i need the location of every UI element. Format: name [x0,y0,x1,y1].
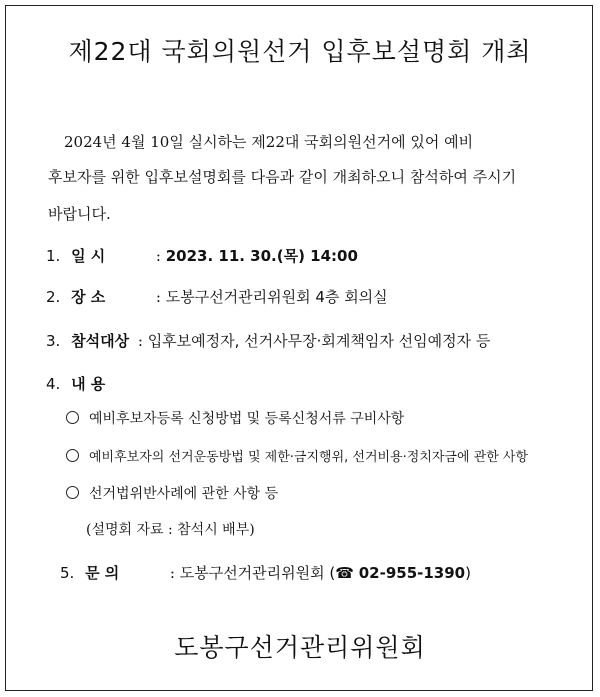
item-number: 3. [46,332,61,350]
item-label: 내 용 [71,375,106,393]
intro-line-1: 2024년 4월 10일 실시하는 제22대 국회의원선거에 있어 예비 [64,133,474,151]
item-number: 1. [46,247,61,265]
item-separator: : [169,564,175,582]
item-number: 4. [46,375,61,393]
item-date [46,245,358,266]
item-value: 입후보예정자, 선거사무장·회계책임자 선임예정자 등 [147,332,491,350]
item-label: 참석대상 [71,332,130,350]
item-content [46,373,105,394]
item-place [46,286,388,307]
item-value: 2023. 11. 30.(목) 14:00 [165,247,358,265]
item-label: 장 소 [71,288,106,306]
circle-bullet-icon [66,411,79,424]
circle-bullet-icon [66,449,79,462]
issuer-name: 도봉구선거관리위원회 [174,633,426,662]
circle-bullet-icon [66,486,79,499]
item-separator: : [155,247,161,265]
item-separator: : [137,332,143,350]
item-label: 일 시 [71,247,106,265]
intro-line-2: 후보자를 위한 입후보설명회를 다음과 같이 개최하오니 참석하여 주시기 [48,168,517,186]
item-separator: : [155,288,161,306]
item-number: 2. [46,288,61,306]
item-number: 5. [60,564,75,582]
phone-icon: ☎ [335,564,354,582]
document-title: 제22대 국회의원선거 입후보설명회 개최 [68,37,532,66]
content-bullet: 예비후보자등록 신청방법 및 등록신청서류 구비사항 [66,408,404,428]
item-inquiry [60,562,471,583]
content-bullet: 예비후보자의 선거운동방법 및 제한·금지행위, 선거비용·정치자금에 관한 사항 [66,446,528,465]
inquiry-org: 도봉구선거관리위원회 [179,564,325,582]
materials-note: (설명회 자료 : 참석시 배부) [86,522,255,538]
content-bullet: 선거법위반사례에 관한 사항 등 [66,483,278,503]
intro-line-3: 바랍니다. [48,205,111,223]
item-value: 도봉구선거관리위원회 4층 회의실 [165,288,388,306]
item-label: 문 의 [85,564,120,582]
inquiry-phone-group: (☎ 02-955-1390) [329,564,471,582]
inquiry-phone: 02-955-1390 [358,564,466,582]
item-attendees [46,330,490,351]
